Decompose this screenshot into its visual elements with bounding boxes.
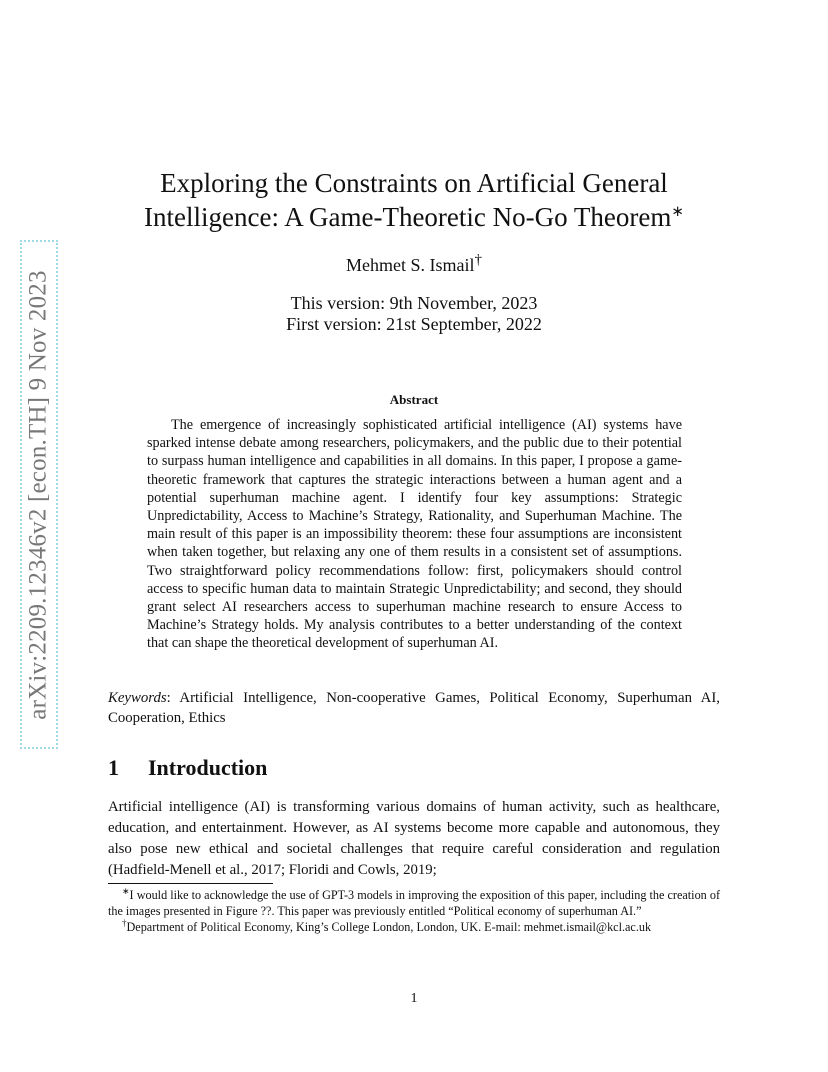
footnote-1 (108, 887, 720, 919)
author-line (0, 252, 828, 276)
keywords (108, 689, 720, 728)
author-footnote-mark: † (474, 252, 482, 268)
footnotes (108, 887, 720, 935)
footnote-1-mark: ∗ (122, 885, 130, 896)
author-name: Mehmet S. Ismail (346, 255, 475, 275)
footnote-2-mark: † (122, 917, 127, 928)
current-version-date: This version: 9th November, 2023 (290, 293, 538, 313)
arxiv-identifier: arXiv:2209.12346v2 [econ.TH] 9 Nov 2023 (25, 269, 53, 720)
introduction-paragraph: Artificial intelligence (AI) is transforming various domains of human activity, such as healthcare, education, and entertainment. However, as AI systems become more capable and autonomous, they also pose new ethical and societal challenges that require careful consideration and regulation (Hadfield-Menell et al., 2017; Floridi and Cowls, 2019; (108, 799, 720, 878)
footnote-rule (108, 883, 273, 884)
keywords-label: Keywords (108, 690, 167, 706)
section-number: 1 (108, 755, 119, 780)
section-heading-introduction (108, 755, 267, 781)
abstract-text: The emergence of increasingly sophisticated artificial intelligence (AI) systems have sparked intense debate among researchers, policymakers, and the public due to their potential to surpass human intelligence and capabilities in all domains. In this paper, I propose a game-theoretic framework that captures the strategic interactions between a human agent and a potential superhuman machine agent. I identify four key assumptions: Strategic Unpredictability, Access to Machine’s Strategy, Rationality, and Superhuman Machine. The main result of this paper is an impossibility theorem: these four assumptions are inconsistent when taken together, but relaxing any one of them results in a consistent set of assumptions. Two straightforward policy recommendations follow: first, policymakers should control access to specific human data to maintain Strategic Unpredictability; and second, they should grant select AI researchers access to superhuman machine research to ensure Access to Machine’s Strategy holds. My analysis contributes to a better understanding of the context that can shape the theoretical development of superhuman AI. (147, 417, 682, 652)
keywords-list: : Artificial Intelligence, Non-cooperative Games, Political Economy, Superhuman AI, Cooperation, Ethics (108, 690, 720, 726)
footnote-2-text: Department of Political Economy, King’s College London, London, UK. E-mail: mehmet.ismail@kcl.ac.uk (126, 920, 652, 934)
footnote-1-text: I would like to acknowledge the use of GPT-3 models in improving the exposition of this paper, including the creation of the images presented in Figure ??. This paper was previously entitled “Political economy of superhuman AI.” (108, 888, 720, 918)
title-footnote-mark: ∗ (671, 204, 684, 220)
paper-title (0, 166, 828, 234)
page-number: 1 (410, 991, 418, 1006)
title-line-1: Exploring the Constraints on Artificial General (160, 168, 668, 198)
abstract-heading: Abstract (389, 392, 439, 407)
section-title: Introduction (148, 755, 268, 780)
version-dates (0, 293, 828, 335)
first-version-date: First version: 21st September, 2022 (286, 314, 542, 334)
title-line-2 (0, 200, 828, 234)
title-line-2-text: Intelligence: A Game-Theoretic No-Go Theorem (144, 202, 672, 232)
footnote-2 (108, 919, 720, 935)
